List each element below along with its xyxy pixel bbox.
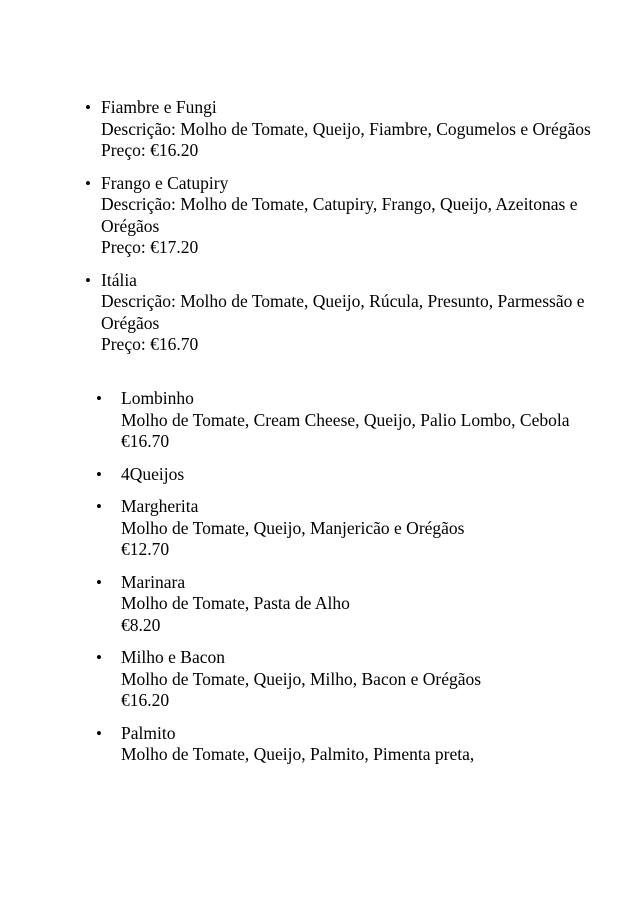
item-name: Palmito bbox=[121, 722, 176, 743]
item-name: Fiambre e Fungi bbox=[101, 97, 217, 117]
item-description: Molho de Tomate, Cream Cheese, Queijo, Palio Lombo, Cebola bbox=[121, 409, 570, 430]
list-item bbox=[85, 172, 621, 259]
bullet-icon: • bbox=[96, 648, 102, 667]
list-item bbox=[96, 647, 621, 712]
list-item bbox=[96, 463, 621, 486]
list-item bbox=[85, 97, 621, 162]
item-name: Marinara bbox=[121, 571, 186, 592]
item-description: Descrição: Molho de Tomate, Catupiry, Frango, Queijo, Azeitonas e Orégãos bbox=[101, 194, 578, 236]
bullet-icon: • bbox=[85, 173, 91, 193]
item-price: Preço: €17.20 bbox=[101, 237, 199, 257]
bullet-icon: • bbox=[96, 464, 102, 484]
item-description: Molho de Tomate, Pasta de Alho bbox=[121, 593, 350, 613]
item-name: 4Queijos bbox=[121, 463, 185, 484]
item-price: €8.20 bbox=[121, 614, 161, 635]
item-description: Descrição: Molho de Tomate, Queijo, Fiambre, Cogumelos e Orégãos bbox=[101, 118, 591, 139]
pizza-list-secondary bbox=[96, 388, 621, 777]
item-description: Molho de Tomate, Queijo, Milho, Bacon e Orégãos bbox=[121, 668, 482, 689]
list-item bbox=[96, 571, 621, 637]
list-item bbox=[96, 722, 621, 766]
bullet-icon: • bbox=[85, 98, 91, 117]
item-description: Descrição: Molho de Tomate, Queijo, Rúcula, Presunto, Parmessão e Orégãos bbox=[101, 291, 585, 333]
item-name: Frango e Catupiry bbox=[101, 172, 229, 193]
list-item bbox=[96, 388, 621, 453]
bullet-icon: • bbox=[85, 270, 91, 290]
item-price: €12.70 bbox=[121, 539, 170, 559]
pizza-list-primary bbox=[85, 97, 621, 367]
item-name: Lombinho bbox=[121, 388, 194, 408]
item-name: Milho e Bacon bbox=[121, 647, 226, 667]
item-price: Preço: €16.70 bbox=[101, 334, 199, 354]
item-description: Molho de Tomate, Queijo, Manjericão e Orégãos bbox=[121, 517, 465, 538]
bullet-icon: • bbox=[96, 389, 102, 408]
item-price: €16.70 bbox=[121, 431, 170, 451]
item-name: Margherita bbox=[121, 496, 199, 516]
bullet-icon: • bbox=[96, 723, 102, 743]
list-item bbox=[85, 269, 621, 356]
item-description: Molho de Tomate, Queijo, Palmito, Pimenta preta, bbox=[121, 744, 475, 764]
bullet-icon: • bbox=[96, 497, 102, 516]
list-item bbox=[96, 496, 621, 561]
bullet-icon: • bbox=[96, 572, 102, 592]
item-name: Itália bbox=[101, 269, 137, 290]
item-price: €16.20 bbox=[121, 690, 170, 710]
item-price: Preço: €16.20 bbox=[101, 140, 199, 160]
